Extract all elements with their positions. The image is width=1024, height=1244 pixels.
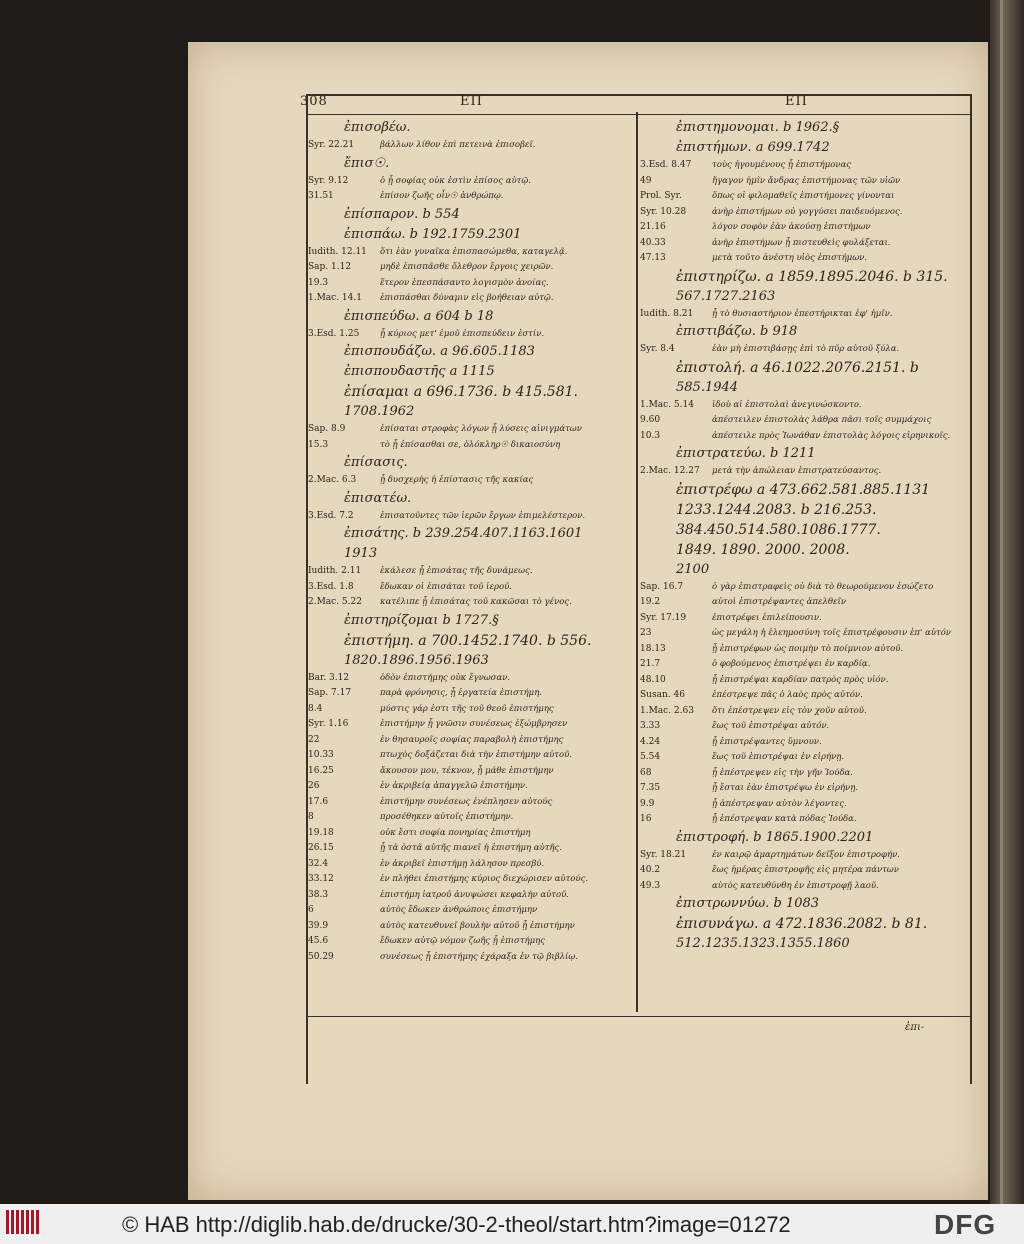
citation-row xyxy=(640,342,966,358)
citation-row xyxy=(308,509,634,525)
footer-bar xyxy=(0,1204,1024,1244)
citation-row xyxy=(640,251,966,267)
citation-text: παρὰ φρόνησις, ᾗ ἐργατεία ἐπιστήμη. xyxy=(380,688,542,698)
frame-top-rule xyxy=(306,94,972,96)
lemma-heading xyxy=(640,358,966,378)
citation-reference: 2.Mac. 5.22 xyxy=(308,597,362,607)
citation-row xyxy=(640,398,966,414)
citation-reference: Syr. 17.19 xyxy=(640,612,687,623)
citation-row xyxy=(640,626,966,642)
citation-row xyxy=(308,717,634,733)
citation-reference: 5.54 xyxy=(640,752,661,762)
citation-reference: 19.2 xyxy=(640,597,661,607)
citation-reference: 68 xyxy=(640,767,652,778)
citation-reference: 4.24 xyxy=(640,736,661,747)
citation-reference: 1.Mac. 5.14 xyxy=(640,399,694,410)
citation-reference: 38.3 xyxy=(308,889,329,900)
citation-row xyxy=(308,260,634,276)
citation-text: ᾗ δυσχερὴς ἡ ἐπίστασις τῆς κακίας xyxy=(380,475,534,485)
citation-row xyxy=(640,189,966,205)
citation-reference: 21.16 xyxy=(640,222,666,232)
citation-reference: 10.33 xyxy=(308,750,334,760)
citation-text: ἐν πλήθει ἐπιστήμης κύριος διεχώρισεν αὐτούς. xyxy=(380,874,589,884)
citation-text: ᾗ ἀπέστρεψαν αὐτὸν λέγοντες. xyxy=(712,798,847,809)
catchword: ἐπι- xyxy=(905,1022,925,1033)
citation-text: μηδὲ ἐπισπᾶσθε ὄλεθρον ἔργοις χειρῶν. xyxy=(380,262,554,272)
citation-reference: 2.Mac. 12.27 xyxy=(640,466,700,476)
citation-row xyxy=(308,702,634,718)
citation-row xyxy=(308,174,634,190)
lemma-heading xyxy=(640,118,966,138)
citation-row xyxy=(308,245,634,261)
citation-reference: 45.6 xyxy=(308,936,329,946)
citation-reference: Syr. 18.21 xyxy=(640,849,687,860)
citation-reference: 6 xyxy=(308,905,314,915)
citation-row xyxy=(308,291,634,307)
citation-row xyxy=(308,671,634,687)
citation-row xyxy=(640,307,966,323)
citation-row xyxy=(308,473,634,489)
lemma-text: ἐπισπεύδω. a 604 b 18 xyxy=(344,308,494,324)
citation-text: ὁ γὰρ ἐπιστραφεὶς οὐ διὰ τὸ θεωρούμενον ἐσώζετο xyxy=(712,581,934,592)
citation-reference: 16.25 xyxy=(308,765,334,776)
citation-row xyxy=(640,595,966,611)
citation-reference: 21.7 xyxy=(640,659,661,669)
citation-row xyxy=(308,189,634,205)
lemma-heading xyxy=(640,520,966,540)
right-running-head: ΕΠ xyxy=(785,94,808,109)
citation-text: ἐπιστρέφει ἐπιλείπουσιν. xyxy=(712,612,822,623)
citation-row xyxy=(640,750,966,766)
lemma-heading xyxy=(308,544,634,564)
dfg-logo: DFG xyxy=(934,1209,997,1240)
lemma-heading xyxy=(640,267,966,287)
citation-row xyxy=(308,872,634,888)
citation-text: προσέθηκεν αὐτοῖς ἐπιστήμην. xyxy=(380,812,514,822)
page-number: 308 xyxy=(300,94,328,109)
citation-row xyxy=(308,810,634,826)
citation-text: ὁ ᾗ σοφίας οὐκ ἐστὶν ἐπίσος αὐτῷ. xyxy=(380,175,531,186)
citation-text: ὅτι ἐπέστρεψεν εἰς τὸν χοῦν αὐτοῦ. xyxy=(712,705,867,716)
citation-reference: Sap. 16.7 xyxy=(640,581,684,592)
citation-reference: 1.Mac. 2.63 xyxy=(640,705,694,716)
lemma-text: ἔπισ☉. xyxy=(344,155,390,171)
citation-text: ἐπισατοῦντες τῶν ἱερῶν ἔργων ἐπιμελέστερον. xyxy=(380,510,586,521)
citation-row xyxy=(308,841,634,857)
lemma-text: ἐπιστρέφω a 473.662.581.885.1131 xyxy=(676,481,931,498)
citation-row xyxy=(308,795,634,811)
citation-row xyxy=(640,879,966,895)
citation-row xyxy=(640,781,966,797)
citation-text: οὐκ ἔστι σοφία πονηρίας ἐπιστήμη xyxy=(380,827,531,838)
lemma-heading xyxy=(308,225,634,245)
citation-text: ἕως ἡμέρας ἐπιστροφῆς εἰς μητέρα πάντων xyxy=(712,865,899,875)
lemma-text: 1233.1244.2083. b 216.253. xyxy=(676,501,877,518)
citation-text: μετὰ τὴν ἀπώλειαν ἐπιστρατεύσαντος. xyxy=(712,466,882,476)
citation-reference: 26 xyxy=(308,781,320,791)
citation-row xyxy=(640,611,966,627)
citation-reference: 39.9 xyxy=(308,920,329,931)
citation-reference: 10.3 xyxy=(640,430,661,441)
lemma-heading xyxy=(640,540,966,560)
citation-text: ἐκάλεσε ᾗ ἐπισάτας τῆς δυνάμεως. xyxy=(380,566,533,576)
citation-text: ἀνὴρ ἐπιστήμων οὐ γογγύσει παιδευόμενος. xyxy=(712,206,903,217)
citation-reference: 17.6 xyxy=(308,796,329,807)
citation-text: κατέλιπε ᾗ ἐπισάτας τοῦ κακῶσαι τὸ γένος. xyxy=(380,597,572,607)
lemma-heading xyxy=(640,378,966,398)
citation-reference: Syr. 10.28 xyxy=(640,206,687,217)
citation-reference: 23 xyxy=(640,628,652,638)
lemma-heading xyxy=(640,914,966,934)
citation-reference: 7.35 xyxy=(640,783,661,793)
frame-right-rule xyxy=(970,94,972,1084)
lemma-heading xyxy=(308,362,634,382)
lemma-heading xyxy=(308,118,634,138)
citation-text: ἀπέστειλεν ἐπιστολὰς λάθρα πᾶσι τοῖς συμμάχοις xyxy=(712,415,932,425)
lemma-text: ἐπισατέω. xyxy=(344,490,412,506)
citation-reference: 49.3 xyxy=(640,880,661,891)
citation-reference: 31.51 xyxy=(308,191,334,201)
frame-center-rule xyxy=(636,112,638,1012)
citation-text: ὁδὸν ἐπιστήμης οὐκ ἔγνωσαν. xyxy=(380,672,511,683)
book-edge xyxy=(990,0,1024,1204)
citation-row xyxy=(308,438,634,454)
citation-reference: Susan. 46 xyxy=(640,690,685,700)
citation-reference: 22 xyxy=(308,734,320,745)
lemma-text: ἐπιστολή. a 46.1022.2076.2151. b xyxy=(676,359,919,376)
lemma-text: ἐπισπάω. b 192.1759.2301 xyxy=(344,226,522,242)
citation-text: ἐὰν μὴ ἐπιστιβάσῃς ἐπὶ τὸ πῦρ αὐτοῦ ξύλα. xyxy=(712,344,900,354)
citation-reference: 16 xyxy=(640,814,652,824)
citation-row xyxy=(640,205,966,221)
lemma-text: 567.1727.2163 xyxy=(676,288,776,304)
citation-row xyxy=(308,764,634,780)
citation-text: ἐν ἀκριβεῖ ἐπιστήμῃ λάλησον πρεσβύ. xyxy=(380,858,545,869)
citation-text: ἐν ἀκριβείᾳ ἀπαγγελῶ ἐπιστήμην. xyxy=(380,781,528,791)
citation-row xyxy=(640,848,966,864)
citation-text: ἔδωκαν οἱ ἐπισάται τοῦ ἱεροῦ. xyxy=(380,581,513,592)
citation-row xyxy=(308,934,634,950)
citation-reference: 8 xyxy=(308,812,314,822)
citation-text: ἤγαγον ἡμῖν ἄνδρας ἐπιστήμονας τῶν υἱῶν xyxy=(712,175,901,186)
lemma-heading xyxy=(308,154,634,174)
lemma-text: ἐπιστρατεύω. b 1211 xyxy=(676,446,816,461)
citation-reference: 9.9 xyxy=(640,798,655,809)
citation-text: πτωχὸς δοξάζεται διὰ τὴν ἐπιστήμην αὐτοῦ. xyxy=(380,750,572,760)
citation-text: αὐτοὶ ἐπιστρέψαντες ἀπελθεῖν xyxy=(712,597,847,607)
citation-text: ἐν θησαυροῖς σοφίας παραβολὴ ἐπιστήμης xyxy=(380,734,564,745)
citation-row xyxy=(640,863,966,879)
citation-text: αὐτὸς κατευθυνεῖ βουλὴν αὐτοῦ ᾗ ἐπιστήμην xyxy=(380,920,575,931)
citation-reference: Iudith. 2.11 xyxy=(308,566,362,576)
lemma-text: ἐπιστηρίζω. a 1859.1895.2046. b 315. xyxy=(676,268,948,285)
citation-text: τοὺς ἡγουμένους ᾗ ἐπιστήμονας xyxy=(712,160,852,170)
lemma-heading xyxy=(308,453,634,473)
citation-text: ᾗ τὰ ὀστᾶ αὐτῆς πιανεῖ ἡ ἐπιστήμη αὐτῆς. xyxy=(380,843,562,853)
lemma-text: ἐπισάτης. b 239.254.407.1163.1601 xyxy=(344,526,583,541)
citation-row xyxy=(640,704,966,720)
citation-reference: 19.18 xyxy=(308,827,334,838)
citation-text: ᾗ ἐπιστρέφων ὡς ποιμὴν τὸ ποίμνιον αὐτοῦ. xyxy=(712,643,904,654)
lemma-text: ἐπιστηρίζομαι b 1727.§ xyxy=(344,612,499,628)
lemma-heading xyxy=(640,560,966,580)
citation-row xyxy=(640,719,966,735)
citation-text: ᾗ κύριος μετ' ἐμοῦ ἐπισπεύδειν ἐστίν. xyxy=(380,328,545,339)
citation-row xyxy=(640,673,966,689)
lemma-text: ἐπίσπαρον. b 554 xyxy=(344,206,460,222)
citation-reference: Sap. 7.17 xyxy=(308,688,352,698)
left-running-head: ΕΠ xyxy=(460,94,483,109)
citation-row xyxy=(308,276,634,292)
lemma-text: ἐπισυνάγω. a 472.1836.2082. b 81. xyxy=(676,916,928,932)
lemma-heading xyxy=(640,322,966,342)
citation-reference: 40.33 xyxy=(640,237,666,248)
citation-text: ἀνὴρ ἐπιστήμων ᾗ πιστευθεὶς φυλάξεται. xyxy=(712,237,891,248)
citation-row xyxy=(640,688,966,704)
citation-reference: 40.2 xyxy=(640,865,661,875)
lemma-heading xyxy=(640,828,966,848)
citation-row xyxy=(640,580,966,596)
citation-reference: 8.4 xyxy=(308,703,323,714)
citation-text: ἕτερον ἐπεσπάσαντο λογισμὸν ἀνοίας. xyxy=(380,277,549,288)
lemma-heading xyxy=(308,489,634,509)
citation-reference: Bar. 3.12 xyxy=(308,672,350,683)
citation-reference: Iudith. 12.11 xyxy=(308,246,367,257)
citation-reference: 15.3 xyxy=(308,439,329,450)
citation-row xyxy=(308,919,634,935)
citation-reference: Sap. 8.9 xyxy=(308,424,346,434)
citation-text: ᾗ τὸ θυσιαστήριον ἐπεστήρικται ἐφ' ἡμῖν. xyxy=(712,308,893,319)
citation-text: ἕως τοῦ ἐπιστρέψαι ἐν εἰρήνῃ. xyxy=(712,752,845,762)
lemma-heading xyxy=(308,524,634,544)
lemma-text: 2100 xyxy=(676,561,710,577)
citation-reference: 50.29 xyxy=(308,951,334,962)
lemma-heading xyxy=(640,444,966,464)
citation-text: ὅτι ἐὰν γυναῖκα ἐπισπασώμεθα, καταγελᾷ. xyxy=(380,246,568,257)
lemma-text: 585.1944 xyxy=(676,379,739,395)
citation-text: ἐπιστήμη ἰατροῦ ἀνυψώσει κεφαλὴν αὐτοῦ. xyxy=(380,889,569,900)
citation-reference: 3.Esd. 1.8 xyxy=(308,581,354,592)
citation-reference: 3.33 xyxy=(640,721,661,731)
citation-reference: 3.Esd. 7.2 xyxy=(308,510,354,521)
citation-text: ἀπέστειλε πρὸς Ἰωνάθαν ἐπιστολὰς λόγοις εἰρηνικοῖς. xyxy=(712,430,951,441)
citation-text: ἕως τοῦ ἐπιστρέψαι αὐτόν. xyxy=(712,721,830,731)
lemma-heading xyxy=(308,402,634,422)
citation-text: ᾗ ἐπιστρέψαντες ὕμνουν. xyxy=(712,736,822,747)
lemma-heading xyxy=(640,138,966,158)
citation-text: βάλλων λίθον ἐπὶ πετεινὰ ἐπισοβεῖ. xyxy=(380,140,536,150)
citation-row xyxy=(640,735,966,751)
lemma-text: 384.450.514.580.1086.1777. xyxy=(676,521,881,538)
frame-header-rule xyxy=(306,114,972,115)
citation-row xyxy=(640,174,966,190)
citation-row xyxy=(640,429,966,445)
citation-reference: 2.Mac. 6.3 xyxy=(308,475,357,485)
citation-text: ἐπιστήμην ᾗ γνῶσιν συνέσεως ἐξώμβρησεν xyxy=(380,719,568,729)
citation-text: ἔδωκεν αὐτῷ νόμον ζωῆς ᾗ ἐπιστήμης xyxy=(380,936,545,946)
lemma-text: ἐπιστιβάζω. b 918 xyxy=(676,324,798,339)
citation-reference: 18.13 xyxy=(640,643,666,654)
citation-row xyxy=(308,779,634,795)
citation-row xyxy=(640,642,966,658)
citation-row xyxy=(308,327,634,343)
lemma-text: 1913 xyxy=(344,546,378,561)
citation-reference: 26.15 xyxy=(308,843,334,853)
citation-reference: Prol. Syr. xyxy=(640,191,682,201)
citation-text: μύστις γάρ ἐστι τῆς τοῦ θεοῦ ἐπιστήμης xyxy=(380,703,554,714)
citation-reference: 19.3 xyxy=(308,277,329,288)
citation-text: λόγον σοφὸν ἐὰν ἀκούσῃ ἐπιστήμων xyxy=(712,222,871,232)
lemma-heading xyxy=(308,651,634,671)
lemma-heading xyxy=(640,894,966,914)
citation-text: ἄκουσον μου, τέκνον, ᾗ μάθε ἐπιστήμην xyxy=(380,765,554,776)
lemma-text: 1820.1896.1956.1963 xyxy=(344,652,489,668)
right-column xyxy=(640,118,966,1018)
citation-text: ᾗ ἔσται ἐὰν ἐπιστρέψω ἐν εἰρήνῃ. xyxy=(712,783,859,793)
lemma-heading xyxy=(308,307,634,327)
citation-reference: 3.Esd. 8.47 xyxy=(640,160,692,170)
citation-text: ἐπέστρεψε πᾶς ὁ λαὸς πρὸς αὐτόν. xyxy=(712,690,863,700)
citation-row xyxy=(640,812,966,828)
citation-text: αὐτὸς ἔδωκεν ἀνθρώποις ἐπιστήμην xyxy=(380,905,538,915)
citation-text: ᾗ ἐπέστρεψαν κατὰ πόδας Ἰούδα. xyxy=(712,814,857,824)
lemma-heading xyxy=(308,611,634,631)
citation-text: ᾗ ἐπιστρέψαι καρδίαν πατρὸς πρὸς υἱόν. xyxy=(712,674,889,685)
copyright-link[interactable]: © HAB http://diglib.hab.de/drucke/30-2-theol/start.htm?image=01272 xyxy=(122,1212,791,1237)
citation-row xyxy=(640,158,966,174)
citation-reference: 33.12 xyxy=(308,874,334,884)
citation-reference: Syr. 9.12 xyxy=(308,175,349,186)
lemma-text: ἐπίσασις. xyxy=(344,455,408,470)
citation-text: ἐπίσαται στροφὰς λόγων ᾗ λύσεις αἰνιγμάτων xyxy=(380,424,582,434)
citation-reference: 9.60 xyxy=(640,415,661,425)
lemma-heading xyxy=(640,500,966,520)
citation-text: ἐπίσον ζωῆς οἶν☉ ἀνθρώπῳ. xyxy=(380,191,504,201)
citation-row xyxy=(308,422,634,438)
citation-row xyxy=(308,748,634,764)
citation-reference: Syr. 1.16 xyxy=(308,719,349,729)
lemma-text: ἐπιστήμη. a 700.1452.1740. b 556. xyxy=(344,632,592,649)
citation-reference: Syr. 8.4 xyxy=(640,344,675,354)
lemma-text: 1849. 1890. 2000. 2008. xyxy=(676,541,850,558)
citation-row xyxy=(308,564,634,580)
citation-text: ᾗ ἐπέστρεψεν εἰς τὴν γῆν Ἰούδα. xyxy=(712,767,853,778)
lemma-heading xyxy=(640,480,966,500)
lemma-heading xyxy=(308,205,634,225)
lemma-text: ἐπισοβέω. xyxy=(344,120,411,135)
lemma-heading xyxy=(308,342,634,362)
lemma-text: ἐπιστρωννύω. b 1083 xyxy=(676,896,820,911)
citation-reference: 32.4 xyxy=(308,858,329,869)
citation-row xyxy=(308,686,634,702)
citation-text: ἐπιστήμην συνέσεως ἐνέπλησεν αὐτούς xyxy=(380,796,553,807)
citation-reference: 1.Mac. 14.1 xyxy=(308,293,362,303)
citation-reference: Sap. 1.12 xyxy=(308,262,352,272)
citation-text: μετὰ τοῦτο ἀνέστη υἱὸς ἐπιστήμων. xyxy=(712,253,867,263)
citation-reference: 49 xyxy=(640,175,652,186)
citation-text: αὐτὸς κατευθύνθη ἐν ἐπιστροφῇ λαοῦ. xyxy=(712,880,879,891)
lemma-heading xyxy=(640,934,966,954)
citation-text: ἐν καιρῷ ἁμαρτημάτων δεῖξον ἐπιστροφήν. xyxy=(712,849,900,860)
citation-row xyxy=(308,595,634,611)
lemma-text: ἐπίσαμαι a 696.1736. b 415.581. xyxy=(344,384,578,400)
citation-reference: 47.13 xyxy=(640,253,666,263)
book-edge-stripe xyxy=(1000,0,1003,1204)
citation-text: ὡς μεγάλη ἡ ἐλεημοσύνη τοῖς ἐπιστρέφουσιν ἐπ' αὐτόν xyxy=(712,628,951,638)
lemma-text: ἐπιστημονομαι. b 1962.§ xyxy=(676,120,840,135)
citation-row xyxy=(308,950,634,966)
lemma-text: ἐπιστήμων. a 699.1742 xyxy=(676,140,830,155)
citation-reference: Syr. 22.21 xyxy=(308,140,355,150)
lemma-text: 512.1235.1323.1355.1860 xyxy=(676,936,850,951)
lemma-text: 1708.1962 xyxy=(344,404,415,419)
lemma-text: ἐπισπουδαστῆς a 1115 xyxy=(344,364,495,379)
left-column xyxy=(308,118,634,1018)
lemma-heading xyxy=(308,382,634,402)
lemma-text: ἐπισπουδάζω. a 96.605.1183 xyxy=(344,344,535,359)
citation-reference: 48.10 xyxy=(640,674,666,685)
hab-logo-icon xyxy=(6,1210,48,1238)
citation-row xyxy=(640,220,966,236)
citation-row xyxy=(640,413,966,429)
citation-row xyxy=(640,657,966,673)
citation-row xyxy=(308,888,634,904)
citation-row xyxy=(308,580,634,596)
citation-row xyxy=(640,766,966,782)
lemma-text: ἐπιστροφή. b 1865.1900.2201 xyxy=(676,829,874,845)
citation-row xyxy=(308,826,634,842)
citation-row xyxy=(640,236,966,252)
citation-text: ὅπως οἱ φιλομαθεῖς ἐπιστήμονες γίνονται xyxy=(712,191,895,201)
citation-text: ἐπισπάσθαι δύναμιν εἰς βοήθειαν αὐτῷ. xyxy=(380,293,554,303)
citation-text: συνέσεως ᾗ ἐπιστήμης ἐχάραξα ἐν τῷ βιβλίῳ. xyxy=(380,951,578,962)
lemma-heading xyxy=(308,631,634,651)
lemma-heading xyxy=(640,287,966,307)
citation-row xyxy=(308,857,634,873)
citation-row xyxy=(308,138,634,154)
citation-row xyxy=(640,797,966,813)
citation-reference: Iudith. 8.21 xyxy=(640,308,694,319)
citation-reference: 3.Esd. 1.25 xyxy=(308,328,360,339)
citation-row xyxy=(308,733,634,749)
citation-row xyxy=(640,464,966,480)
citation-text: τὸ ᾗ ἐπίσασθαι σε, ὁλόκληρ☉ δικαιοσύνη xyxy=(380,439,561,450)
citation-row xyxy=(308,903,634,919)
citation-text: ἰδοὺ αἱ ἐπιστολαὶ ἀνεγινώσκοντο. xyxy=(712,399,862,410)
citation-text: ὁ φοβούμενος ἐπιστρέψει ἐν καρδίᾳ. xyxy=(712,659,871,669)
